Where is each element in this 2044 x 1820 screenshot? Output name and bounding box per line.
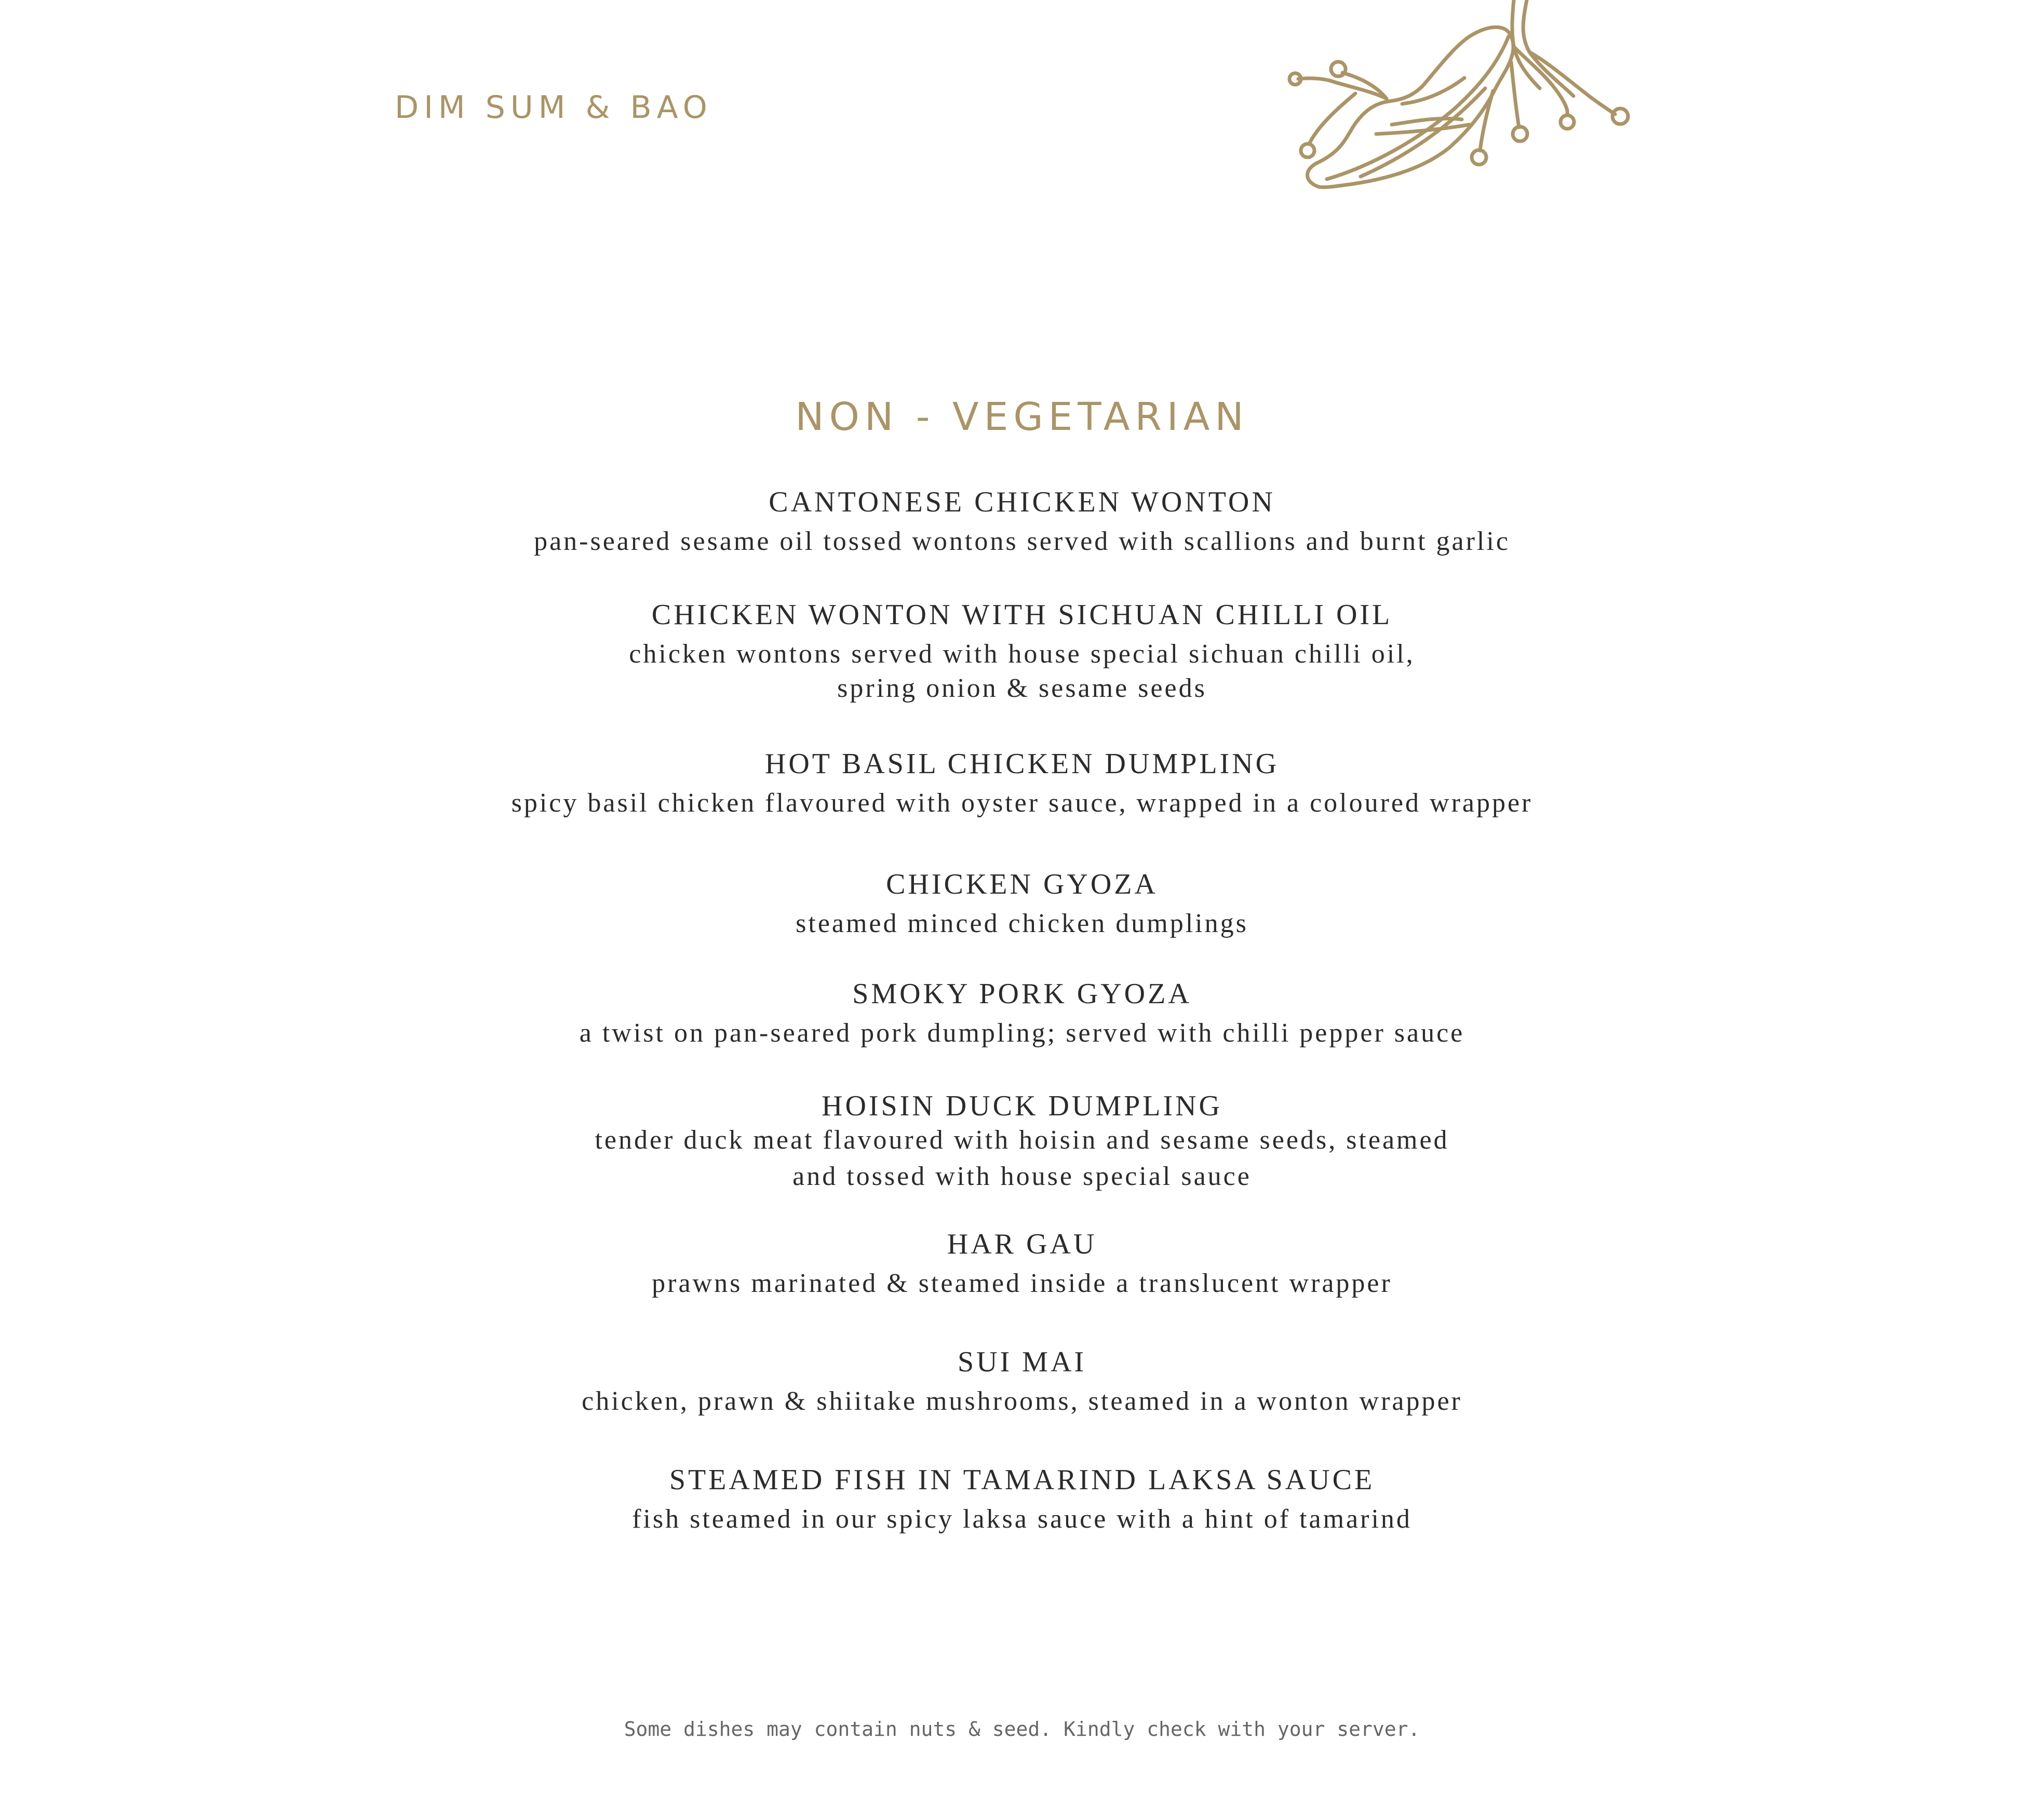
dish-name: HOISIN DUCK DUMPLING	[822, 1090, 1222, 1122]
dish-description: pan-seared sesame oil tossed wontons served with scallions and burnt garlic	[534, 527, 1510, 556]
dish-description: fish steamed in our spicy laksa sauce with a hint of tamarind	[632, 1504, 1412, 1534]
dish-description: steamed minced chicken dumplings	[796, 909, 1248, 938]
dish-description: a twist on pan-seared pork dumpling; served with chilli pepper sauce	[579, 1018, 1465, 1048]
menu-item	[0, 1463, 2044, 1536]
dish-description: tender duck meat flavoured with hoisin and sesame seeds, steamed	[595, 1125, 1449, 1155]
dish-description: spicy basil chicken flavoured with oyster sauce, wrapped in a coloured wrapper	[511, 788, 1533, 818]
section-title: NON - VEGETARIAN	[795, 395, 1249, 439]
menu-item	[0, 747, 2044, 820]
allergen-note: Some dishes may contain nuts & seed. Kindly check with your server.	[624, 1718, 1420, 1741]
dish-description: and tossed with house special sauce	[792, 1162, 1252, 1191]
dish-name: HAR GAU	[947, 1228, 1097, 1260]
dish-name: SUI MAI	[957, 1346, 1087, 1378]
dish-name: STEAMED FISH IN TAMARIND LAKSA SAUCE	[669, 1464, 1375, 1496]
dish-description: chicken, prawn & shiitake mushrooms, steamed in a wonton wrapper	[582, 1386, 1462, 1416]
brand-label: DIM SUM & BAO	[395, 89, 712, 126]
dish-description: prawns marinated & steamed inside a translucent wrapper	[652, 1269, 1392, 1298]
dish-name: SMOKY PORK GYOZA	[852, 978, 1192, 1010]
dish-name: HOT BASIL CHICKEN DUMPLING	[764, 748, 1280, 780]
menu-item	[0, 1345, 2044, 1419]
branch-icon	[1283, 0, 1667, 197]
dish-description: spring onion & sesame seeds	[837, 673, 1207, 703]
menu-item	[0, 1227, 2044, 1301]
menu-item	[0, 977, 2044, 1050]
menu-item	[0, 867, 2044, 941]
dish-name: CANTONESE CHICKEN WONTON	[769, 486, 1275, 518]
menu-item	[0, 598, 2044, 706]
menu-item	[0, 1089, 2044, 1194]
menu-item	[0, 485, 2044, 559]
dish-description: chicken wontons served with house special sichuan chilli oil,	[629, 639, 1415, 669]
dish-name: CHICKEN GYOZA	[886, 868, 1158, 900]
dish-name: CHICKEN WONTON WITH SICHUAN CHILLI OIL	[651, 599, 1393, 631]
